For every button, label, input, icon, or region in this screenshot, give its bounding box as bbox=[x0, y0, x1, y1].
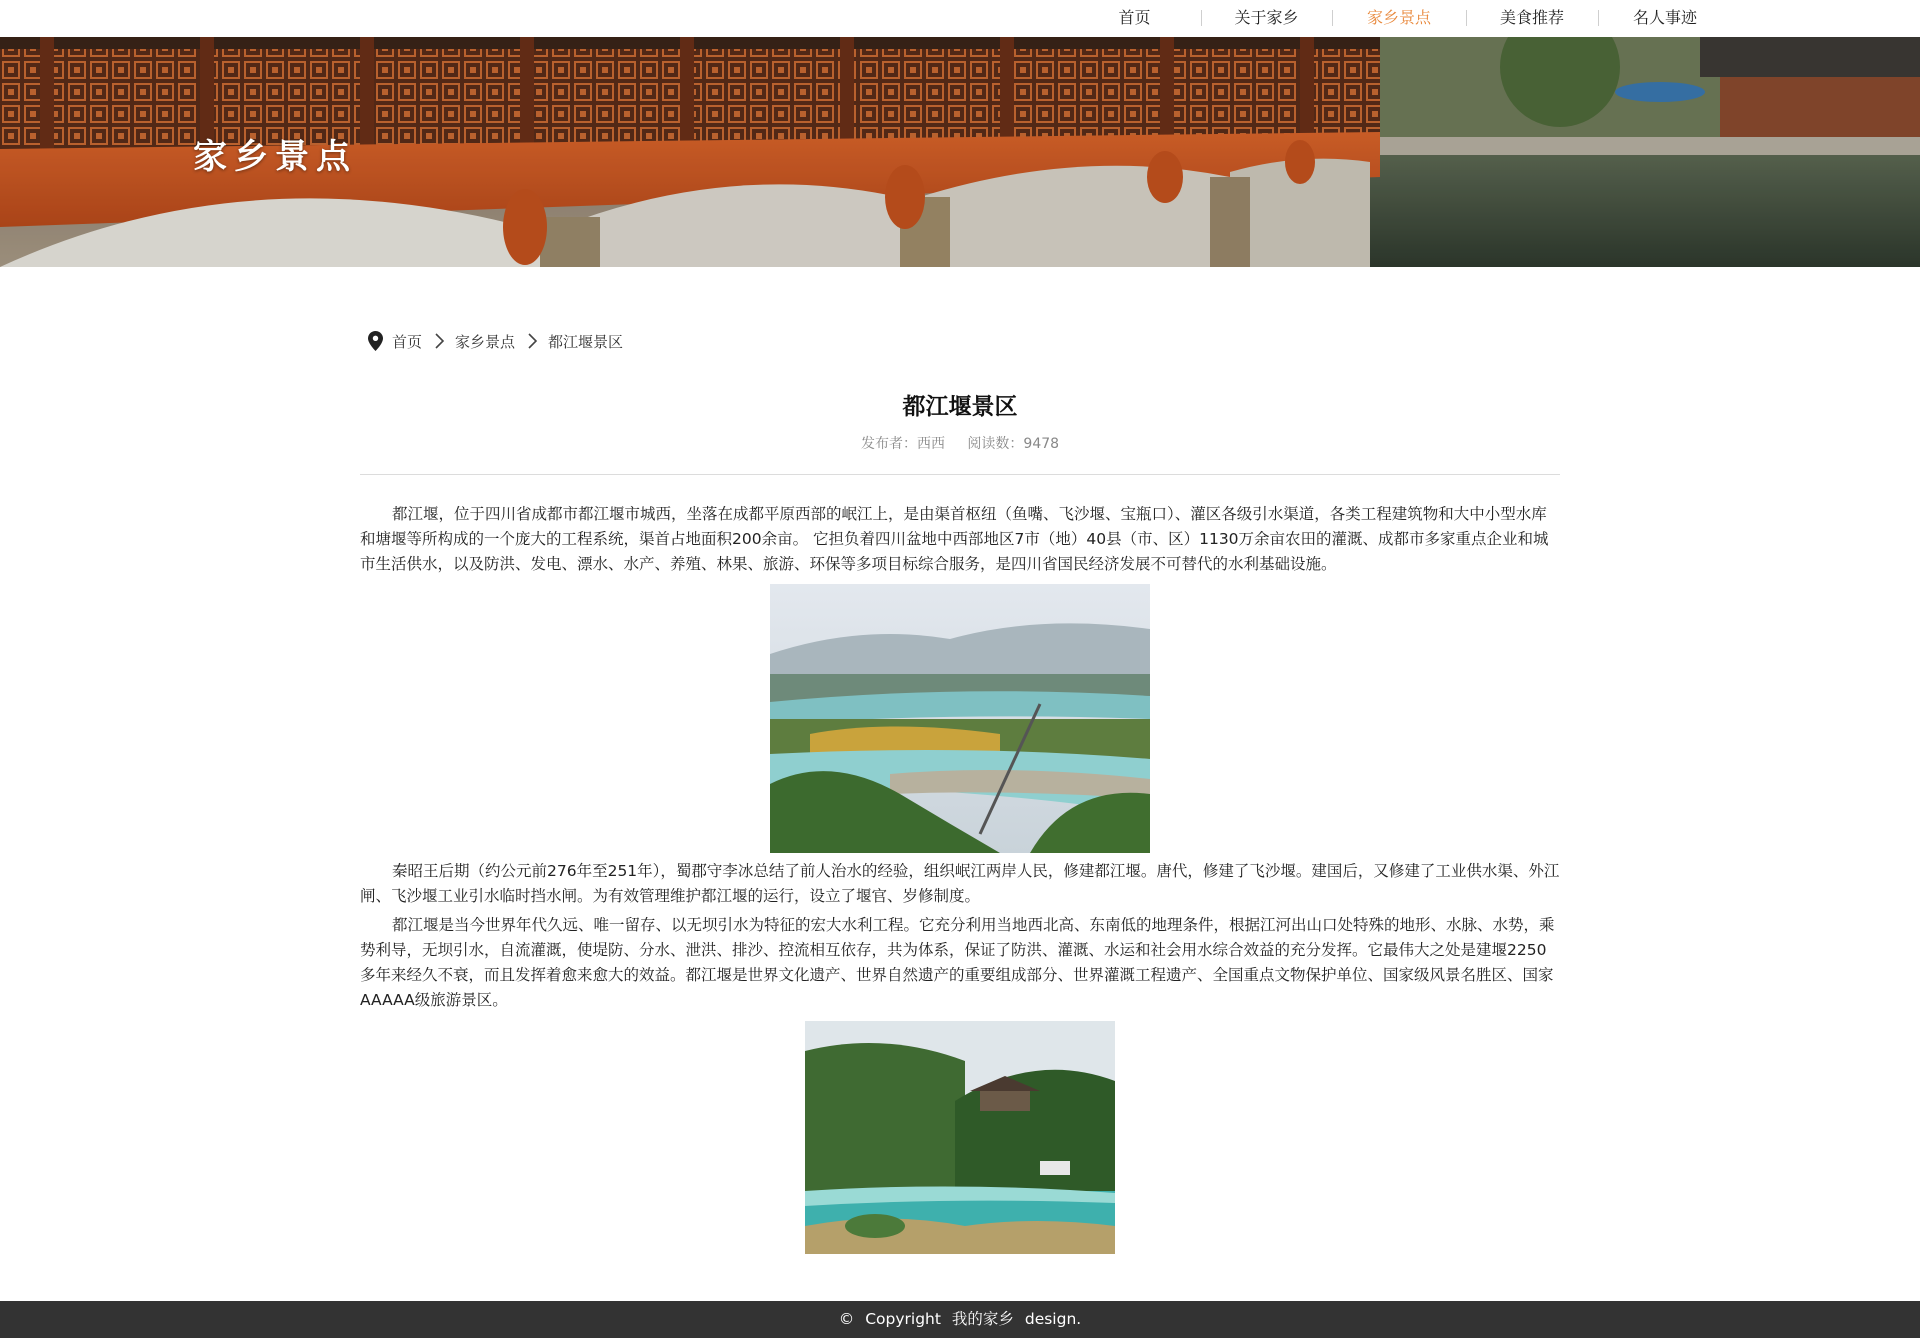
nav-list bbox=[1100, 0, 1732, 37]
article-paragraph: 都江堰是当今世界年代久远、唯一留存、以无坝引水为特征的宏大水利工程。它充分利用当地西北高、东南低的地理条件，根据江河出山口处特殊的地形、水脉、水势，乘势利导，无坝引水，自流灌溉，使堤防、分水、泄洪、排沙、控流相互依存，共为体系，保证了防洪、灌溉、水运和社会用水综合效益的充分发挥。它最伟大之处是建堰2250多年来经久不衰，而且发挥着愈来愈大的效益。都江堰是世界文化遗产、世界自然遗产的重要组成部分、世界灌溉工程遗产、全国重点文物保护单位、国家级风景名胜区、国家AAAAA级旅游景区。 bbox=[360, 916, 1555, 1009]
nav-item-celebrities[interactable] bbox=[1598, 0, 1732, 37]
article-title: 都江堰景区 bbox=[902, 394, 1018, 420]
breadcrumb-home-link[interactable]: 首页 bbox=[392, 332, 423, 351]
nav-item-food[interactable] bbox=[1466, 0, 1598, 37]
temple-river-image bbox=[805, 1021, 1115, 1254]
copyright-word: Copyright bbox=[865, 1310, 941, 1328]
breadcrumb-current: 都江堰景区 bbox=[548, 332, 624, 351]
hero-banner bbox=[0, 37, 1920, 267]
article bbox=[360, 390, 1560, 1254]
location-pin-icon bbox=[368, 331, 383, 351]
nav-food-link[interactable]: 美食推荐 bbox=[1499, 8, 1564, 27]
nav-item-home[interactable] bbox=[1100, 0, 1201, 37]
article-image-dujiangyan-overview bbox=[770, 584, 1150, 853]
nav-attractions-link[interactable]: 家乡景点 bbox=[1366, 8, 1431, 27]
footer-site-name: 我的家乡 bbox=[951, 1310, 1014, 1328]
river-landscape-image bbox=[770, 584, 1150, 853]
chevron-right-icon bbox=[527, 333, 539, 349]
article-paragraph: 都江堰，位于四川省成都市都江堰市城西，坐落在成都平原西部的岷江上，是由渠首枢纽（鱼嘴、飞沙堰、宝瓶口）、灌区各级引水渠道，各类工程建筑物和大中小型水库和塘堰等所构成的一个庞大的工程系统，渠首占地面积200余亩。 它担负着四川盆地中西部地区7市（地）40县（市、区）1130万余亩农田的灌溉、成都市多家重点企业和城市生活供水，以及防洪、发电、漂水、水产、养殖、林果、旅游、环保等多项目标综合服务，是四川省国民经济发展不可替代的水利基础设施。 bbox=[360, 505, 1549, 573]
breadcrumb-attractions-link[interactable]: 家乡景点 bbox=[455, 332, 516, 351]
reads-count: 阅读数：9478 bbox=[967, 436, 1060, 452]
article-meta bbox=[360, 432, 1560, 456]
footer bbox=[0, 1301, 1920, 1338]
copyright-icon: © bbox=[838, 1310, 855, 1328]
article-image-dujiangyan-temple bbox=[805, 1021, 1115, 1254]
top-nav bbox=[0, 0, 1920, 37]
nav-about-link[interactable]: 关于家乡 bbox=[1234, 8, 1299, 27]
publisher-label: 发布者：西西 bbox=[860, 436, 945, 452]
nav-home-link[interactable]: 首页 bbox=[1118, 8, 1151, 27]
chevron-right-icon bbox=[434, 333, 446, 349]
nav-item-attractions[interactable] bbox=[1332, 0, 1466, 37]
nav-item-about[interactable] bbox=[1201, 0, 1332, 37]
title-divider bbox=[360, 474, 1560, 475]
breadcrumb bbox=[368, 330, 623, 352]
hero-title: 家乡景点 bbox=[193, 137, 357, 177]
footer-suffix: design. bbox=[1024, 1310, 1082, 1328]
nav-celebrities-link[interactable]: 名人事迹 bbox=[1632, 8, 1697, 27]
article-paragraph: 秦昭王后期（约公元前276年至251年），蜀郡守李冰总结了前人治水的经验，组织岷江两岸人民，修建都江堰。唐代，修建了飞沙堰。建国后，又修建了工业供水渠、外江闸、飞沙堰工业引水临时挡水闸。为有效管理维护都江堰的运行，设立了堰官、岁修制度。 bbox=[360, 862, 1560, 905]
